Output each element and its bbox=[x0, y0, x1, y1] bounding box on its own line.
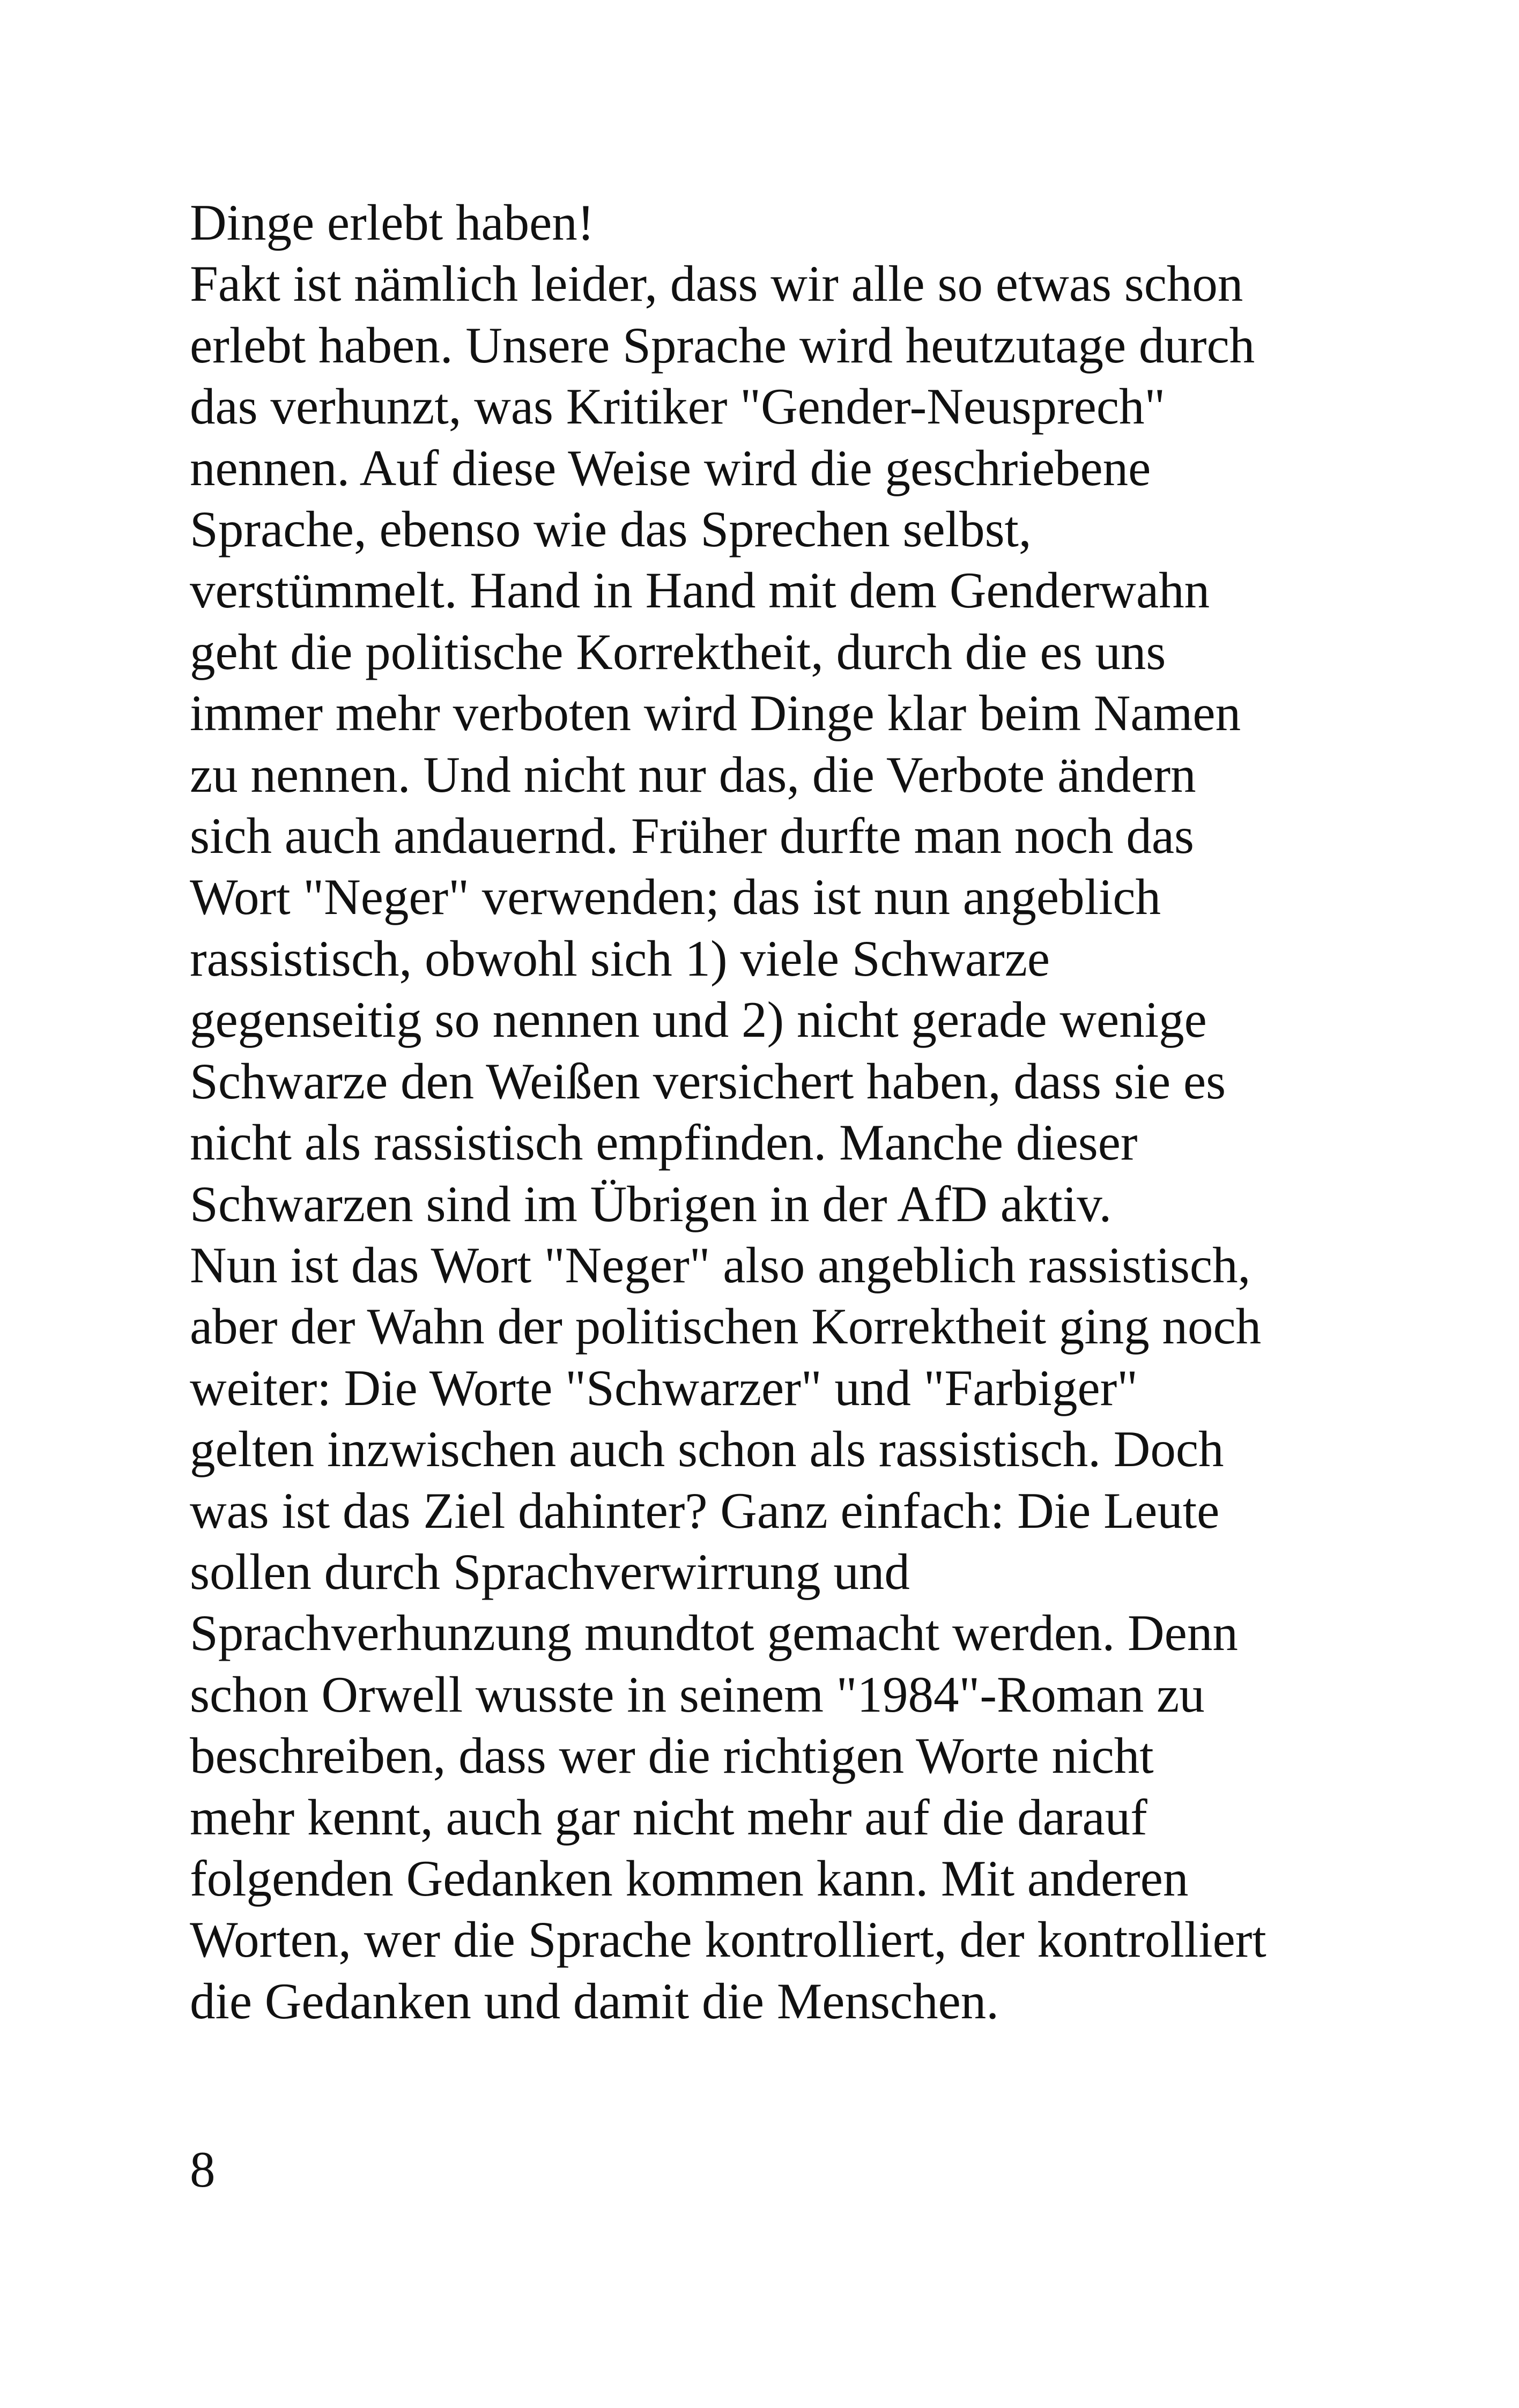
text-line: rassistisch, obwohl sich 1) viele Schwarze bbox=[190, 930, 1050, 987]
text-line: folgenden Gedanken kommen kann. Mit anderen bbox=[190, 1849, 1189, 1907]
text-line: Nun ist das Wort "Neger" also angeblich rassistisch, bbox=[190, 1236, 1251, 1294]
text-line: verstümmelt. Hand in Hand mit dem Genderwahn bbox=[190, 562, 1210, 619]
text-line: sollen durch Sprachverwirrung und bbox=[190, 1543, 910, 1600]
page-number: 8 bbox=[190, 2141, 216, 2198]
text-line: das verhunzt, was Kritiker "Gender-Neusprech" bbox=[190, 378, 1166, 435]
text-line: schon Orwell wusste in seinem "1984"-Roman zu bbox=[190, 1666, 1205, 1723]
text-line: nennen. Auf diese Weise wird die geschriebene bbox=[190, 439, 1151, 496]
text-line: erlebt haben. Unsere Sprache wird heutzutage durch bbox=[190, 316, 1255, 374]
text-line: die Gedanken und damit die Menschen. bbox=[190, 1972, 999, 2030]
text-line: beschreiben, dass wer die richtigen Worte nicht bbox=[190, 1727, 1154, 1785]
text-line: Dinge erlebt haben! bbox=[190, 194, 595, 251]
text-line: Worten, wer die Sprache kontrolliert, der kontrolliert bbox=[190, 1911, 1266, 1968]
text-line: mehr kennt, auch gar nicht mehr auf die darauf bbox=[190, 1788, 1147, 1846]
text-line: Fakt ist nämlich leider, dass wir alle so etwas schon bbox=[190, 255, 1243, 313]
text-line: Sprachverhunzung mundtot gemacht werden. Denn bbox=[190, 1604, 1238, 1662]
text-line: zu nennen. Und nicht nur das, die Verbote ändern bbox=[190, 746, 1196, 803]
text-line: nicht als rassistisch empfinden. Manche dieser bbox=[190, 1114, 1138, 1171]
text-line: sich auch andauernd. Früher durfte man noch das bbox=[190, 807, 1194, 865]
text-line: gegenseitig so nennen und 2) nicht gerade wenige bbox=[190, 991, 1207, 1049]
text-line: Sprache, ebenso wie das Sprechen selbst, bbox=[190, 501, 1032, 558]
body-text bbox=[190, 192, 1423, 2032]
text-line: geht die politische Korrektheit, durch die es uns bbox=[190, 623, 1166, 680]
text-line: weiter: Die Worte "Schwarzer" und "Farbiger" bbox=[190, 1359, 1138, 1416]
text-line: aber der Wahn der politischen Korrektheit ging noch bbox=[190, 1298, 1262, 1355]
text-line: gelten inzwischen auch schon als rassistisch. Doch bbox=[190, 1421, 1224, 1478]
text-line: immer mehr verboten wird Dinge klar beim Namen bbox=[190, 685, 1241, 742]
text-line: was ist das Ziel dahinter? Ganz einfach: Die Leute bbox=[190, 1482, 1220, 1539]
text-line: Schwarzen sind im Übrigen in der AfD aktiv. bbox=[190, 1175, 1112, 1232]
text-line: Wort "Neger" verwenden; das ist nun angeblich bbox=[190, 868, 1161, 926]
text-line: Schwarze den Weißen versichert haben, dass sie es bbox=[190, 1052, 1226, 1110]
